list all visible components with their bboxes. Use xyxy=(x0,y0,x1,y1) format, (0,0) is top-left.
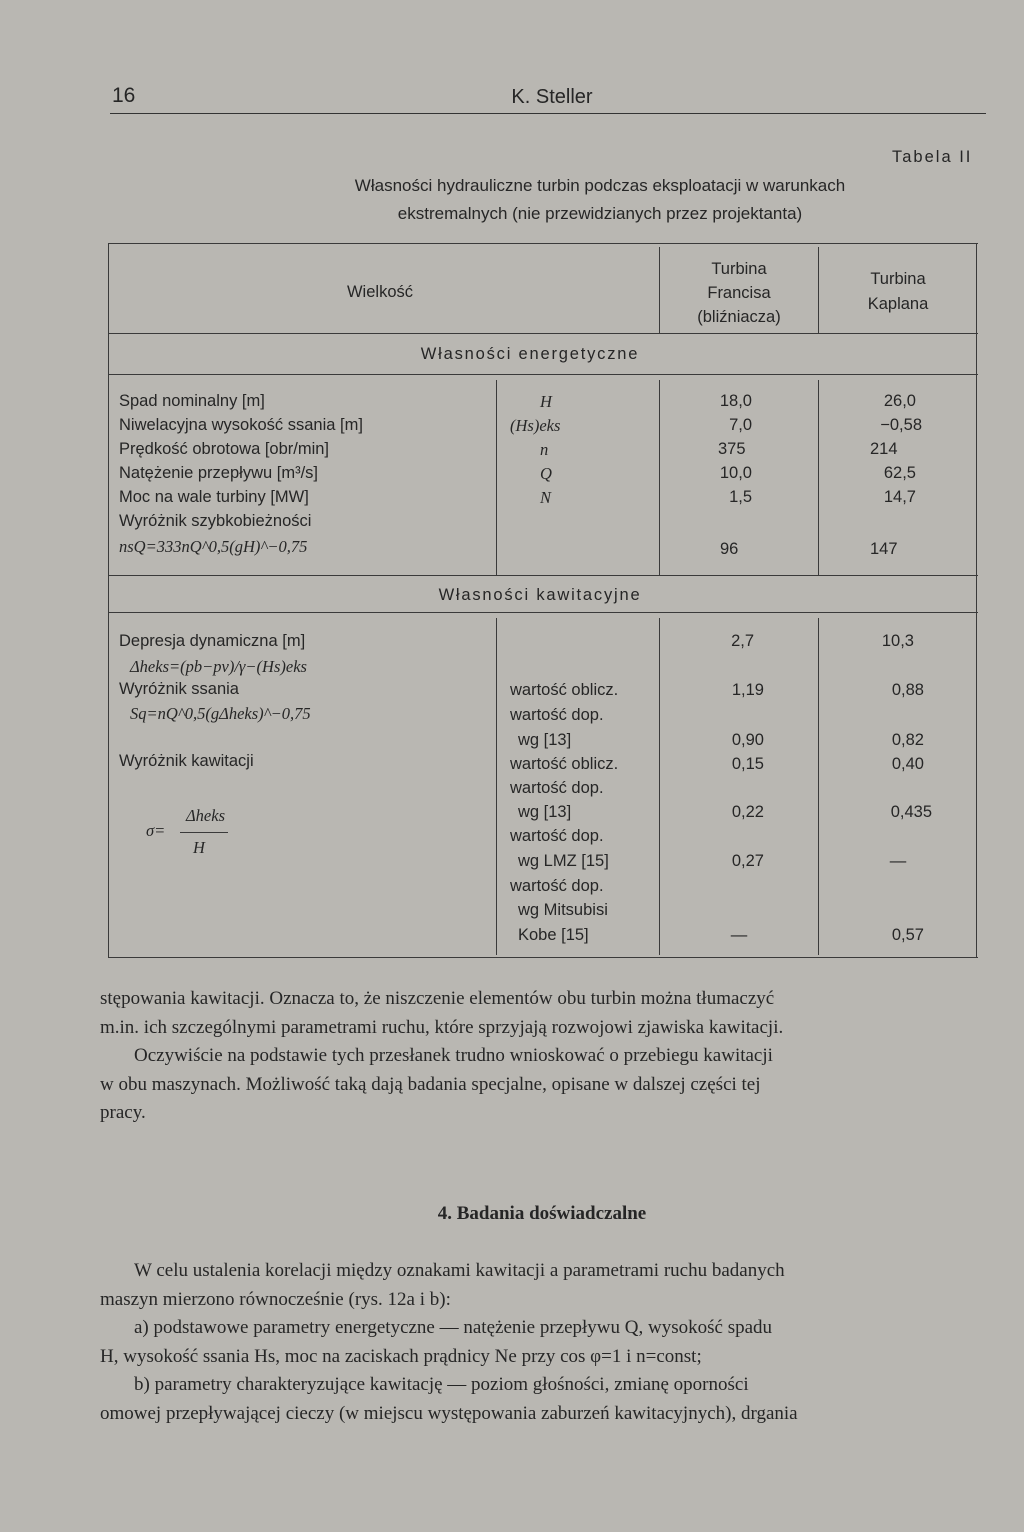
row-label: Niwelacyjna wysokość ssania [m] xyxy=(119,416,363,434)
row-label: Prędkość obrotowa [obr/min] xyxy=(119,440,330,458)
text-line: omowej przepływającej cieczy (w miejscu występowania zaburzeń kawitacyjnych), drgania xyxy=(100,1402,798,1424)
text-line: a) podstawowe parametry energetyczne — natężenie przepływu Q, wysokość spadu xyxy=(134,1317,773,1338)
column-divider xyxy=(496,380,497,575)
method-label: wartość oblicz. xyxy=(510,755,619,773)
row-symbol: N xyxy=(540,488,552,507)
section-heading-energy: Własności energetyczne xyxy=(420,345,640,363)
method-label: wartość dop. xyxy=(510,827,604,845)
kaplan-value: 0,88 xyxy=(891,681,924,699)
body-paragraph-1 xyxy=(100,985,980,1128)
method-label: wartość dop. xyxy=(510,779,604,797)
text-line: pracy. xyxy=(100,1102,146,1123)
method-label: wartość oblicz. xyxy=(510,681,619,699)
row-label: Wyróżnik kawitacji xyxy=(119,752,254,770)
row-label: Depresja dynamiczna [m] xyxy=(119,632,306,650)
column-divider xyxy=(818,380,819,575)
column-header-francis: (bliźniacza) xyxy=(697,308,781,326)
section-heading-cavitation: Własności kawitacyjne xyxy=(438,586,642,604)
kaplan-value: 0,40 xyxy=(891,755,924,773)
francis-value: 1,19 xyxy=(731,681,764,699)
row-symbol: (Hs)eks xyxy=(510,416,561,435)
section-rule xyxy=(108,575,978,576)
text-line: maszyn mierzono równocześnie (rys. 12a i b): xyxy=(100,1288,451,1310)
text-line: b) parametry charakteryzujące kawitację — poziom głośności, zmianę oporności xyxy=(134,1374,749,1395)
column-header-kaplan: Turbina xyxy=(870,270,926,288)
row-symbol: n xyxy=(540,440,549,459)
row-label: Wyróżnik szybkobieżności xyxy=(119,512,312,530)
method-label: wg Mitsubisi xyxy=(518,901,608,919)
row-symbol: Q xyxy=(540,464,552,483)
francis-value: 375 xyxy=(718,440,746,458)
francis-value: 10,0 xyxy=(719,464,752,482)
body-paragraph-2 xyxy=(100,1257,980,1428)
method-label: Kobe [15] xyxy=(518,926,589,944)
kaplan-value: 214 xyxy=(870,440,898,458)
francis-value: 18,0 xyxy=(719,392,752,410)
table-caption-line: Własności hydrauliczne turbin podczas eksploatacji w warunkach xyxy=(354,176,846,195)
column-header-quantity: Wielkość xyxy=(346,283,413,301)
row-label: Spad nominalny [m] xyxy=(119,392,265,410)
francis-value: 0,27 xyxy=(731,852,764,870)
column-header-francis: Turbina xyxy=(711,260,767,278)
text-line: W celu ustalenia korelacji między oznakami kawitacji a parametrami ruchu badanych xyxy=(134,1260,785,1281)
formula-sigma-denominator: H xyxy=(193,838,205,857)
table-top-rule xyxy=(108,243,978,244)
kaplan-value: — xyxy=(889,852,907,870)
header-divider xyxy=(818,247,819,333)
kaplan-value: 0,57 xyxy=(891,926,924,944)
kaplan-value: 10,3 xyxy=(881,632,914,650)
text-line: w obu maszynach. Możliwość taką dają badania specjalne, opisane w dalszej części tej xyxy=(100,1073,761,1095)
francis-value: 7,0 xyxy=(729,416,752,434)
column-header-kaplan: Kaplana xyxy=(867,295,929,313)
francis-value: 1,5 xyxy=(729,488,752,506)
method-label: wartość dop. xyxy=(510,706,604,724)
running-header-author: K. Steller xyxy=(511,86,593,108)
kaplan-value: 14,7 xyxy=(883,488,916,506)
table-caption xyxy=(200,172,1000,228)
method-label: wartość dop. xyxy=(510,877,604,895)
row-symbol: H xyxy=(540,392,552,411)
method-label: wg [13] xyxy=(518,731,572,749)
kaplan-value: 26,0 xyxy=(883,392,916,410)
header-rule xyxy=(110,113,986,114)
table-bottom-rule xyxy=(108,957,978,958)
table-left-border xyxy=(108,243,109,958)
kaplan-value: 0,435 xyxy=(890,803,932,821)
method-label: wg [13] xyxy=(518,803,572,821)
table-right-border xyxy=(976,243,977,958)
table-caption-line: ekstremalnych (nie przewidzianych przez projektanta) xyxy=(397,204,803,223)
kaplan-value: 62,5 xyxy=(883,464,916,482)
francis-value: — xyxy=(730,926,748,944)
text-line: H, wysokość ssania Hs, moc na zaciskach prądnicy Ne przy cos φ=1 i n=const; xyxy=(100,1345,702,1367)
row-label: Wyróżnik ssania xyxy=(119,680,239,698)
kaplan-value: 0,82 xyxy=(891,731,924,749)
table-label: Tabela II xyxy=(892,148,973,166)
francis-value: 96 xyxy=(720,540,739,558)
formula-sigma-numerator: Δheks xyxy=(186,806,226,825)
column-divider xyxy=(659,618,660,955)
page-number: 16 xyxy=(112,84,136,107)
section-rule xyxy=(108,612,978,613)
formula-sigma: σ= xyxy=(146,821,166,840)
francis-value: 0,90 xyxy=(731,731,764,749)
row-label: Natężenie przepływu [m³/s] xyxy=(119,464,318,482)
section-rule xyxy=(108,374,978,375)
row-label: Moc na wale turbiny [MW] xyxy=(119,488,309,506)
column-header-francis: Francisa xyxy=(707,284,771,302)
text-line: m.in. ich szczególnymi parametrami ruchu, które sprzyjają rozwojowi zjawiska kawitacji. xyxy=(100,1016,784,1038)
section-heading: 4. Badania doświadczalne xyxy=(437,1203,647,1224)
column-divider xyxy=(818,618,819,955)
formula-dheks: Δheks=(pb−pv)/γ−(Hs)eks xyxy=(130,657,307,676)
header-bottom-rule xyxy=(108,333,978,334)
formula-sq: Sq=nQ^0,5(gΔheks)^−0,75 xyxy=(130,704,311,723)
francis-value: 2,7 xyxy=(731,632,754,650)
fraction-bar xyxy=(180,832,228,833)
formula-nsq: nsQ=333nQ^0,5(gH)^−0,75 xyxy=(119,537,308,556)
kaplan-value: 147 xyxy=(870,540,898,558)
francis-value: 0,15 xyxy=(731,755,764,773)
francis-value: 0,22 xyxy=(731,803,764,821)
column-divider xyxy=(496,618,497,955)
method-label: wg LMZ [15] xyxy=(518,852,609,870)
text-line: stępowania kawitacji. Oznacza to, że niszczenie elementów obu turbin można tłumaczyć xyxy=(100,988,775,1009)
text-line: Oczywiście na podstawie tych przesłanek trudno wnioskować o przebiegu kawitacji xyxy=(134,1045,773,1066)
kaplan-value: −0,58 xyxy=(880,416,922,434)
